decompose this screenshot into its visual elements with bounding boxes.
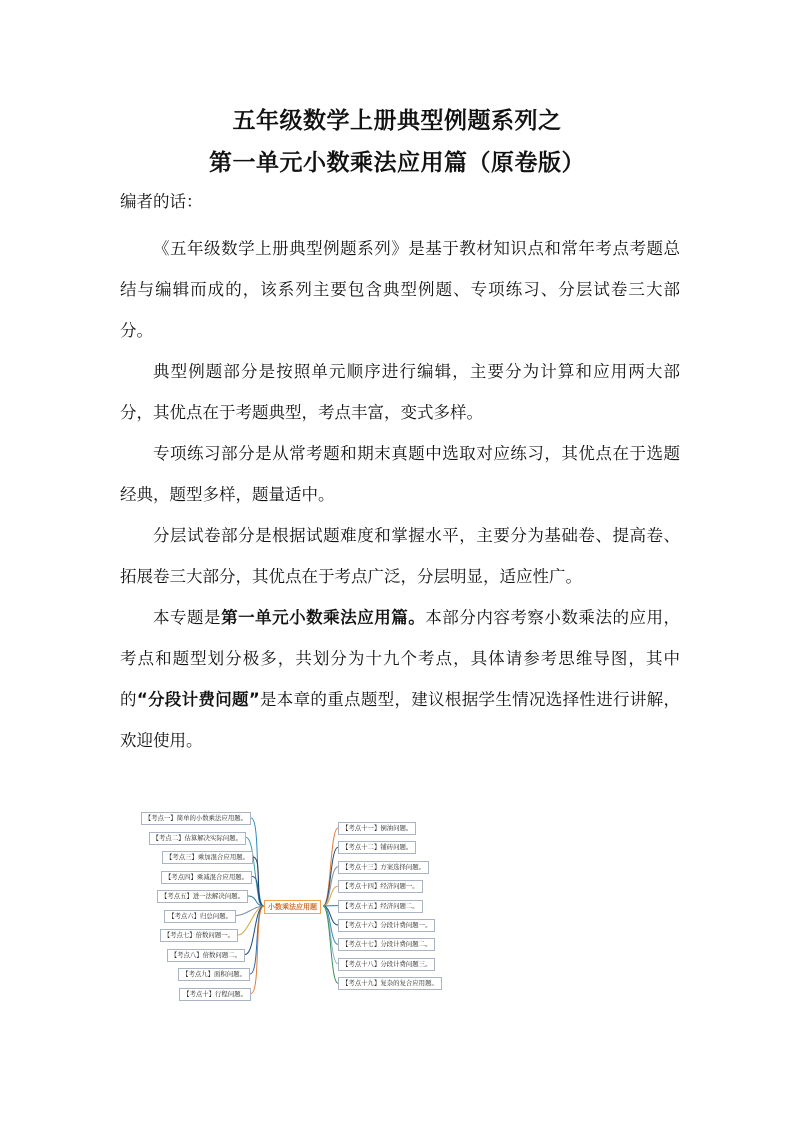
connector-right-11 — [323, 828, 338, 906]
mind-map-node-left-9: 【考点九】面积问题。 — [178, 968, 250, 981]
mind-map-node-right-16: 【考点十六】分段计费问题一。 — [338, 919, 435, 932]
mind-map-node-left-4: 【考点四】乘减混合应用题。 — [161, 871, 252, 884]
topic-text: 本专题是 — [153, 608, 222, 627]
key-topic-highlight: “分段计费问题” — [136, 690, 260, 709]
mind-map-center-node: 小数乘法应用题 — [264, 900, 321, 914]
topic-highlight: 第一单元小数乘法应用篇。 — [221, 608, 426, 627]
mind-map-node-right-15: 【考点十五】经济问题二。 — [338, 900, 423, 913]
paragraph-graded-tests: 分层试卷部分是根据试题难度和掌握水平，主要分为基础卷、提高卷、拓展卷三大部分，其优点在于考点广泛，分层明显，适应性广。 — [120, 526, 680, 586]
paragraph-series-intro: 《五年级数学上册典型例题系列》是基于教材知识点和常年考点考题总结与编辑而成的，该系列主要包含典型例题、专项练习、分层试卷三大部分。 — [120, 239, 680, 340]
mind-map-node-right-14: 【考点十四】经济问题一。 — [338, 880, 423, 893]
mind-map-node-left-5: 【考点五】进一法解决问题。 — [157, 890, 248, 903]
connector-right-19 — [323, 906, 338, 983]
paragraph-special-practice: 专项练习部分是从常考题和期末真题中选取对应练习，其优点在于选题经典，题型多样，题量适中。 — [120, 444, 680, 504]
mind-map-node-right-13: 【考点十三】方案选择问题。 — [338, 861, 429, 874]
editor-note-label: 编者的话： — [120, 192, 203, 211]
topic-text: 是本章的重点题型，建议根据学生情况选择性进行讲解，欢迎使用。 — [120, 690, 680, 750]
connector-left-8 — [245, 906, 264, 955]
mind-map-node-left-10: 【考点十】行程问题。 — [179, 988, 251, 1001]
mind-map-node-right-12: 【考点十二】铺砖问题。 — [338, 841, 416, 854]
mind-map-node-right-18: 【考点十八】分段计费问题三。 — [338, 958, 435, 971]
mind-map — [118, 808, 458, 1008]
document-title-line1: 五年级数学上册典型例题系列之 — [232, 108, 562, 134]
mind-map-node-right-19: 【考点十九】复杂的复合应用题。 — [338, 977, 442, 990]
topic-text: 本部分内容考察小数乘法的应用，考点和题型划分极多，共划分为十九个考点，具体请参考思维导图，其中的 — [120, 608, 681, 709]
mind-map-node-right-11: 【考点十一】倒油问题。 — [338, 822, 416, 835]
mind-map-node-left-2: 【考点二】估算解决实际问题。 — [149, 832, 246, 845]
mind-map-node-left-7: 【考点七】倍数问题一。 — [160, 929, 238, 942]
mind-map-node-left-6: 【考点六】归总问题。 — [164, 910, 236, 923]
paragraph-topic-summary — [120, 597, 680, 761]
mind-map-node-left-3: 【考点三】乘加混合应用题。 — [162, 851, 253, 864]
paragraph-typical-examples: 典型例题部分是按照单元顺序进行编辑，主要分为计算和应用两大部分，其优点在于考题典型，考点丰富，变式多样。 — [120, 362, 680, 422]
mind-map-node-right-17: 【考点十七】分段计费问题二。 — [338, 938, 435, 951]
connector-left-10 — [251, 906, 264, 994]
document-title-line2: 第一单元小数乘法应用篇（原卷版） — [209, 150, 585, 176]
mind-map-node-left-8: 【考点八】倍数问题二。 — [167, 949, 245, 962]
mind-map-node-left-1: 【考点一】简单的小数乘法应用题。 — [141, 812, 251, 825]
